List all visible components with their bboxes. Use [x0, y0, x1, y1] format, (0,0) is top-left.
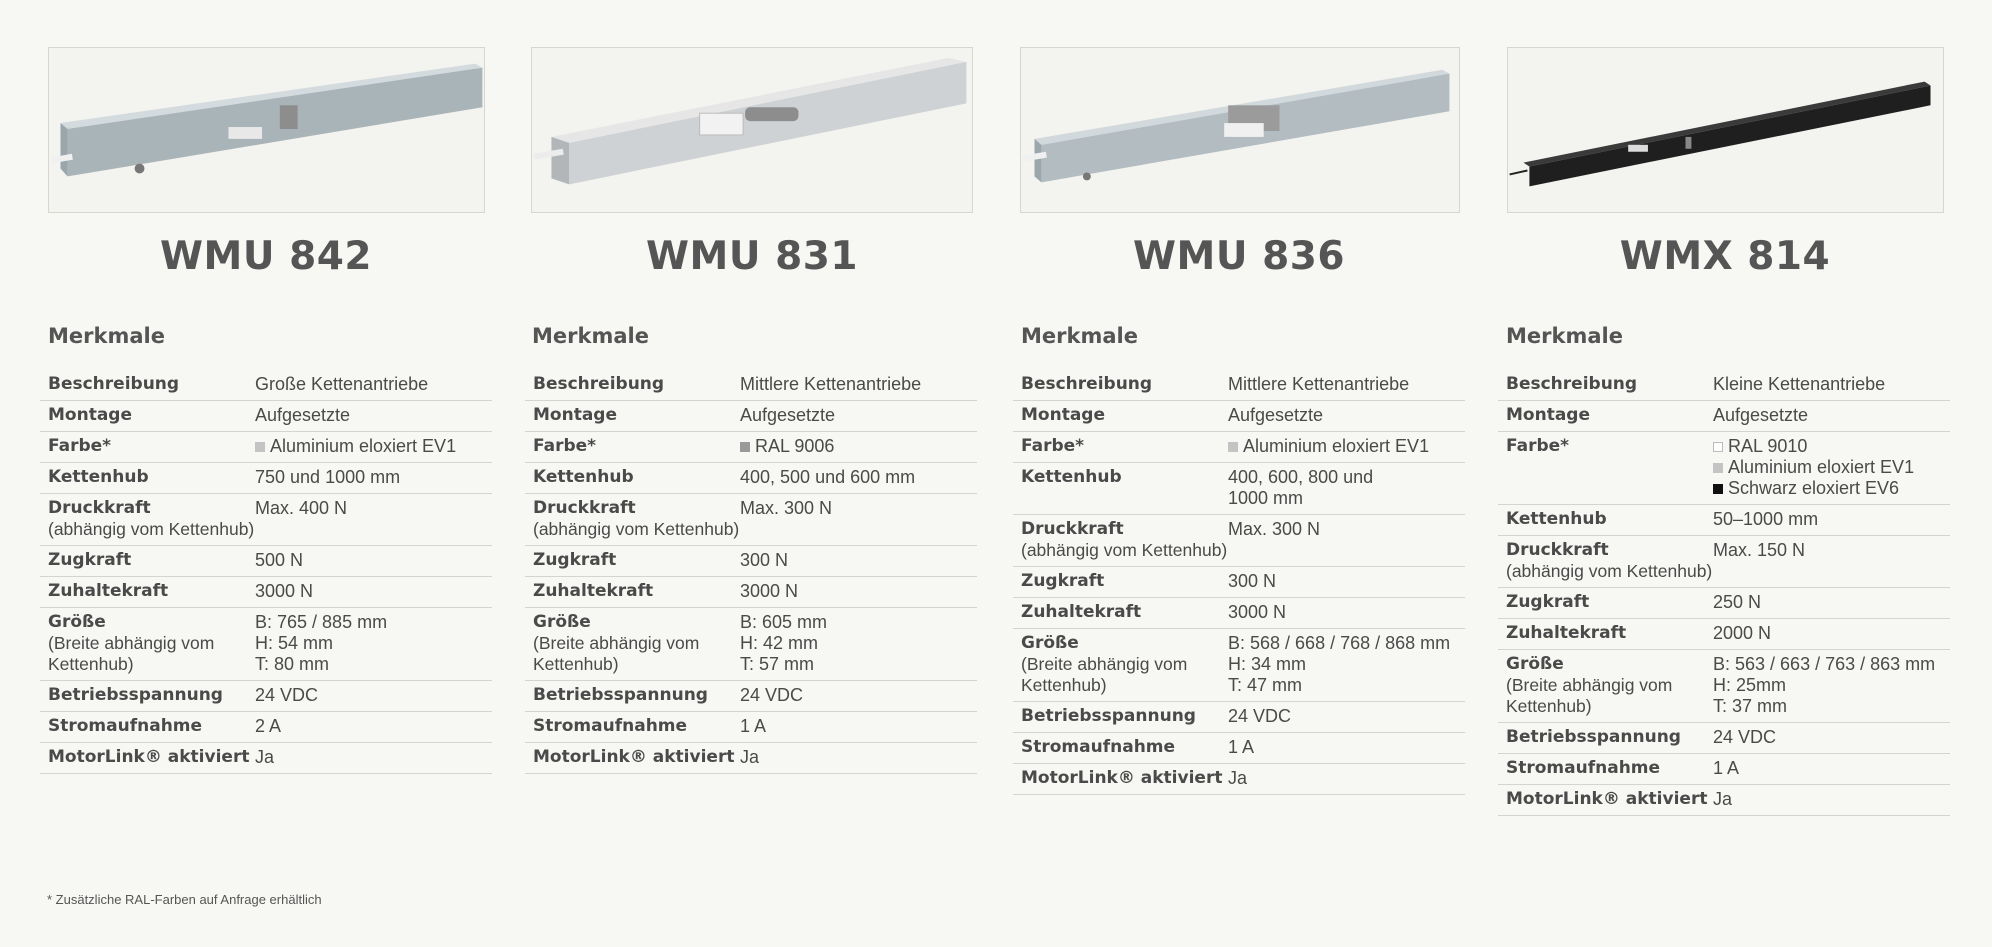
spec-value-cell — [1713, 405, 1950, 426]
spec-value-cell — [1228, 374, 1465, 395]
spec-row — [525, 577, 977, 608]
spec-sublabel: (Breite abhängig vom Kettenhub) — [533, 633, 700, 674]
spec-value-cell — [255, 436, 492, 457]
spec-label-cell — [1021, 737, 1228, 758]
spec-label: Montage — [48, 405, 132, 425]
footnote: * Zusätzliche RAL-Farben auf Anfrage erhältlich — [47, 892, 322, 907]
spec-row — [1498, 785, 1950, 816]
spec-label-cell — [533, 405, 740, 426]
spec-value-cell — [1713, 654, 1950, 717]
spec-label-cell — [533, 374, 740, 395]
spec-label-cell — [48, 498, 255, 540]
spec-value-cell — [740, 581, 977, 602]
color-name: Schwarz eloxiert EV6 — [1728, 478, 1900, 498]
spec-sublabel: (Breite abhängig vom Kettenhub) — [1506, 675, 1673, 716]
spec-value-cell — [1228, 571, 1465, 592]
spec-value-cell — [740, 436, 977, 457]
spec-label-cell — [1021, 571, 1228, 592]
spec-label: Montage — [1506, 405, 1590, 425]
spec-value-cell — [255, 581, 492, 602]
section-heading: Merkmale — [1506, 324, 1623, 348]
spec-row — [1013, 629, 1465, 702]
spec-row — [525, 712, 977, 743]
spec-label-cell — [533, 436, 740, 457]
spec-row — [40, 608, 492, 681]
spec-value: T: 80 mm — [255, 654, 330, 674]
spec-value: T: 37 mm — [1713, 696, 1788, 716]
spec-value: Aufgesetzte — [740, 405, 836, 425]
spec-label: Größe — [1506, 654, 1564, 674]
spec-value-cell — [255, 374, 492, 395]
spec-row — [1498, 588, 1950, 619]
spec-row — [525, 743, 977, 774]
spec-label: Montage — [533, 405, 617, 425]
spec-value: 1 A — [1713, 758, 1740, 778]
spec-label-cell — [533, 685, 740, 706]
spec-label-cell — [1506, 654, 1713, 717]
spec-value: 24 VDC — [1713, 727, 1777, 747]
spec-value-cell — [255, 685, 492, 706]
spec-row — [40, 463, 492, 494]
color-option — [1713, 478, 1950, 499]
spec-label: Kettenhub — [48, 467, 149, 487]
spec-row — [40, 743, 492, 774]
actuator-illustration — [1021, 48, 1459, 212]
spec-row — [1498, 401, 1950, 432]
spec-value-cell — [740, 374, 977, 395]
spec-label: Zuhaltekraft — [48, 581, 169, 601]
spec-label: Größe — [1021, 633, 1079, 653]
spec-value: 3000 N — [740, 581, 799, 601]
spec-label-cell — [48, 374, 255, 395]
spec-label: Kettenhub — [1021, 467, 1122, 487]
spec-label: Betriebsspannung — [1021, 706, 1196, 726]
spec-value-cell — [1228, 737, 1465, 758]
spec-label: Zugkraft — [48, 550, 132, 570]
spec-value: Ja — [740, 747, 760, 767]
spec-label-cell — [1506, 509, 1713, 530]
spec-value-cell — [740, 612, 977, 675]
spec-label-cell — [48, 436, 255, 457]
spec-value: Aufgesetzte — [1228, 405, 1324, 425]
spec-row — [1498, 536, 1950, 588]
spec-row — [40, 370, 492, 401]
spec-label: Kettenhub — [1506, 509, 1607, 529]
product-title: WMU 836 — [1133, 234, 1345, 279]
color-swatch-icon — [1713, 484, 1723, 494]
spec-label: Zugkraft — [533, 550, 617, 570]
spec-label-cell — [1021, 768, 1228, 789]
spec-label: Zuhaltekraft — [1021, 602, 1142, 622]
spec-value: 24 VDC — [1228, 706, 1292, 726]
spec-value: B: 605 mm — [740, 612, 828, 632]
color-option — [255, 436, 492, 457]
spec-row — [40, 546, 492, 577]
spec-value: T: 57 mm — [740, 654, 815, 674]
spec-label: Druckkraft — [1021, 519, 1124, 539]
spec-row — [525, 608, 977, 681]
spec-value: 50–1000 mm — [1713, 509, 1819, 529]
spec-table — [40, 370, 492, 774]
spec-value: 2 A — [255, 716, 282, 736]
product-image-wmu831 — [531, 47, 973, 213]
spec-row — [40, 577, 492, 608]
spec-row — [1013, 432, 1465, 463]
spec-value: Max. 300 N — [740, 498, 833, 518]
color-swatch-icon — [740, 442, 750, 452]
actuator-illustration — [1508, 48, 1943, 212]
spec-sublabel: (abhängig vom Kettenhub) — [1506, 561, 1713, 581]
spec-row — [1013, 463, 1465, 515]
spec-value-cell — [1713, 727, 1950, 748]
spec-label-cell — [1021, 706, 1228, 727]
spec-label-cell — [533, 550, 740, 571]
spec-label: MotorLink® aktiviert — [1021, 768, 1223, 788]
spec-row — [1013, 764, 1465, 795]
spec-label: Farbe* — [533, 436, 597, 456]
spec-value-cell — [1228, 768, 1465, 789]
spec-sublabel: (Breite abhängig vom Kettenhub) — [48, 633, 215, 674]
spec-label: Stromaufnahme — [48, 716, 203, 736]
spec-value-cell — [740, 716, 977, 737]
spec-value-cell — [1713, 758, 1950, 779]
spec-label: Montage — [1021, 405, 1105, 425]
spec-label: Druckkraft — [1506, 540, 1609, 560]
spec-label: Farbe* — [48, 436, 112, 456]
spec-label-cell — [1506, 540, 1713, 582]
spec-label-cell — [1506, 374, 1713, 395]
spec-row — [1498, 650, 1950, 723]
spec-value-cell — [1228, 633, 1465, 696]
spec-value-cell — [740, 467, 977, 488]
spec-label-cell — [48, 716, 255, 737]
spec-label: Zugkraft — [1506, 592, 1590, 612]
spec-value: 400, 500 und 600 mm — [740, 467, 916, 487]
spec-label-cell — [1506, 789, 1713, 810]
spec-label: MotorLink® aktiviert — [1506, 789, 1708, 809]
spec-value-cell — [740, 405, 977, 426]
spec-value: 300 N — [740, 550, 789, 570]
spec-label: Beschreibung — [533, 374, 665, 394]
spec-label: Stromaufnahme — [1506, 758, 1661, 778]
spec-row — [525, 463, 977, 494]
spec-label: Stromaufnahme — [1021, 737, 1176, 757]
color-option — [1228, 436, 1465, 457]
spec-value: Mittlere Kettenantriebe — [740, 374, 922, 394]
spec-value: 300 N — [1228, 571, 1277, 591]
spec-value: Aufgesetzte — [1713, 405, 1809, 425]
product-title: WMU 842 — [160, 234, 372, 279]
spec-value-cell — [255, 747, 492, 768]
spec-row — [525, 494, 977, 546]
spec-value-cell — [1713, 592, 1950, 613]
spec-value-cell — [1228, 405, 1465, 426]
spec-label-cell — [533, 747, 740, 768]
color-swatch-icon — [1713, 463, 1723, 473]
actuator-illustration — [532, 48, 972, 212]
spec-value: H: 54 mm — [255, 633, 334, 653]
spec-row — [1013, 515, 1465, 567]
spec-label-cell — [48, 581, 255, 602]
product-title: WMU 831 — [646, 234, 858, 279]
spec-label-cell — [1021, 405, 1228, 426]
spec-value: 750 und 1000 mm — [255, 467, 401, 487]
spec-row — [525, 546, 977, 577]
spec-row — [1013, 598, 1465, 629]
spec-value: Max. 300 N — [1228, 519, 1321, 539]
spec-row — [1498, 723, 1950, 754]
spec-value: T: 47 mm — [1228, 675, 1303, 695]
spec-value: 1 A — [1228, 737, 1255, 757]
spec-label-cell — [1506, 623, 1713, 644]
spec-row — [40, 494, 492, 546]
spec-label: Beschreibung — [1021, 374, 1153, 394]
spec-value: Ja — [1228, 768, 1248, 788]
spec-value: Max. 150 N — [1713, 540, 1806, 560]
spec-value-cell — [740, 747, 977, 768]
spec-value: Große Kettenantriebe — [255, 374, 429, 394]
spec-label-cell — [1021, 519, 1228, 561]
spec-value: H: 34 mm — [1228, 654, 1307, 674]
spec-label: Druckkraft — [533, 498, 636, 518]
spec-label-cell — [48, 747, 255, 768]
spec-value-cell — [740, 685, 977, 706]
spec-label-cell — [1506, 436, 1713, 499]
spec-label: Zugkraft — [1021, 571, 1105, 591]
spec-label-cell — [533, 716, 740, 737]
spec-row — [525, 681, 977, 712]
spec-label: Größe — [533, 612, 591, 632]
section-heading: Merkmale — [1021, 324, 1138, 348]
spec-label-cell — [48, 550, 255, 571]
spec-value-cell — [255, 716, 492, 737]
spec-value-cell — [1713, 789, 1950, 810]
spec-value: 24 VDC — [740, 685, 804, 705]
spec-row — [1013, 733, 1465, 764]
spec-sublabel: (abhängig vom Kettenhub) — [48, 519, 255, 539]
spec-value-cell — [255, 467, 492, 488]
spec-sublabel: (abhängig vom Kettenhub) — [1021, 540, 1228, 560]
spec-label: Stromaufnahme — [533, 716, 688, 736]
spec-sublabel: (Breite abhängig vom Kettenhub) — [1021, 654, 1188, 695]
spec-label-cell — [533, 498, 740, 540]
spec-label: Beschreibung — [1506, 374, 1638, 394]
spec-label-cell — [1021, 436, 1228, 457]
spec-value: B: 563 / 663 / 763 / 863 mm — [1713, 654, 1936, 674]
color-name: Aluminium eloxiert EV1 — [1243, 436, 1430, 456]
spec-value-cell — [1713, 374, 1950, 395]
spec-row — [40, 432, 492, 463]
spec-label: Farbe* — [1021, 436, 1085, 456]
spec-value: H: 25mm — [1713, 675, 1787, 695]
spec-row — [525, 401, 977, 432]
spec-row — [1498, 754, 1950, 785]
spec-value: 250 N — [1713, 592, 1762, 612]
spec-value: 1000 mm — [1228, 488, 1304, 508]
spec-label-cell — [1021, 602, 1228, 623]
spec-row — [1013, 567, 1465, 598]
spec-value: Max. 400 N — [255, 498, 348, 518]
spec-value: Kleine Kettenantriebe — [1713, 374, 1886, 394]
spec-row — [40, 681, 492, 712]
color-name: RAL 9010 — [1728, 436, 1808, 456]
spec-sublabel: (abhängig vom Kettenhub) — [533, 519, 740, 539]
spec-row — [1498, 505, 1950, 536]
spec-value-cell — [1713, 436, 1950, 499]
spec-value-cell — [255, 612, 492, 675]
spec-value: Aufgesetzte — [255, 405, 351, 425]
color-swatch-icon — [1713, 442, 1723, 452]
product-image-wmx814 — [1507, 47, 1944, 213]
spec-value: H: 42 mm — [740, 633, 819, 653]
spec-value: 3000 N — [1228, 602, 1287, 622]
spec-row — [1498, 432, 1950, 505]
spec-value: B: 568 / 668 / 768 / 868 mm — [1228, 633, 1451, 653]
spec-label-cell — [1506, 727, 1713, 748]
spec-value: 3000 N — [255, 581, 314, 601]
spec-value-cell — [740, 498, 977, 540]
spec-value-cell — [1713, 623, 1950, 644]
spec-value: 2000 N — [1713, 623, 1772, 643]
color-swatch-icon — [1228, 442, 1238, 452]
spec-row — [1013, 401, 1465, 432]
spec-label-cell — [48, 685, 255, 706]
spec-row — [1498, 619, 1950, 650]
product-image-wmu842 — [48, 47, 485, 213]
spec-label-cell — [1021, 633, 1228, 696]
spec-value-cell — [740, 550, 977, 571]
spec-value: 1 A — [740, 716, 767, 736]
spec-label: Betriebsspannung — [1506, 727, 1681, 747]
spec-value: 500 N — [255, 550, 304, 570]
spec-value: 24 VDC — [255, 685, 319, 705]
spec-row — [525, 432, 977, 463]
color-option — [1713, 436, 1950, 457]
spec-label: Größe — [48, 612, 106, 632]
color-name: RAL 9006 — [755, 436, 835, 456]
spec-table — [1013, 370, 1465, 795]
spec-value-cell — [1713, 509, 1950, 530]
spec-label: MotorLink® aktiviert — [533, 747, 735, 767]
spec-label: Betriebsspannung — [48, 685, 223, 705]
product-title: WMX 814 — [1619, 234, 1831, 279]
product-image-wmu836 — [1020, 47, 1460, 213]
spec-value: B: 765 / 885 mm — [255, 612, 388, 632]
spec-label-cell — [1021, 467, 1228, 509]
actuator-illustration — [49, 48, 484, 212]
spec-value: Mittlere Kettenantriebe — [1228, 374, 1410, 394]
section-heading: Merkmale — [532, 324, 649, 348]
spec-label-cell — [48, 467, 255, 488]
color-name: Aluminium eloxiert EV1 — [1728, 457, 1915, 477]
color-swatch-icon — [255, 442, 265, 452]
spec-row — [40, 401, 492, 432]
spec-label: Beschreibung — [48, 374, 180, 394]
spec-row — [1498, 370, 1950, 401]
spec-value: 400, 600, 800 und — [1228, 467, 1374, 487]
spec-value-cell — [1228, 436, 1465, 457]
spec-value-cell — [1228, 467, 1465, 509]
spec-value-cell — [1228, 519, 1465, 561]
spec-value-cell — [255, 498, 492, 540]
spec-label: MotorLink® aktiviert — [48, 747, 250, 767]
spec-label-cell — [533, 467, 740, 488]
spec-label-cell — [48, 612, 255, 675]
color-option — [740, 436, 977, 457]
spec-label-cell — [1506, 592, 1713, 613]
spec-value-cell — [255, 405, 492, 426]
spec-label-cell — [1506, 405, 1713, 426]
spec-label-cell — [533, 612, 740, 675]
spec-label: Betriebsspannung — [533, 685, 708, 705]
spec-label: Kettenhub — [533, 467, 634, 487]
spec-label-cell — [533, 581, 740, 602]
spec-label-cell — [1506, 758, 1713, 779]
spec-label: Farbe* — [1506, 436, 1570, 456]
spec-value-cell — [255, 550, 492, 571]
spec-row — [1013, 702, 1465, 733]
spec-label-cell — [48, 405, 255, 426]
spec-value-cell — [1228, 602, 1465, 623]
spec-label-cell — [1021, 374, 1228, 395]
spec-row — [525, 370, 977, 401]
color-name: Aluminium eloxiert EV1 — [270, 436, 457, 456]
spec-value: Ja — [1713, 789, 1733, 809]
color-option — [1713, 457, 1950, 478]
spec-row — [40, 712, 492, 743]
spec-label: Zuhaltekraft — [533, 581, 654, 601]
spec-value-cell — [1713, 540, 1950, 582]
spec-row — [1013, 370, 1465, 401]
spec-value: Ja — [255, 747, 275, 767]
spec-label: Zuhaltekraft — [1506, 623, 1627, 643]
spec-table — [1498, 370, 1950, 816]
spec-value-cell — [1228, 706, 1465, 727]
section-heading: Merkmale — [48, 324, 165, 348]
spec-label: Druckkraft — [48, 498, 151, 518]
spec-table — [525, 370, 977, 774]
